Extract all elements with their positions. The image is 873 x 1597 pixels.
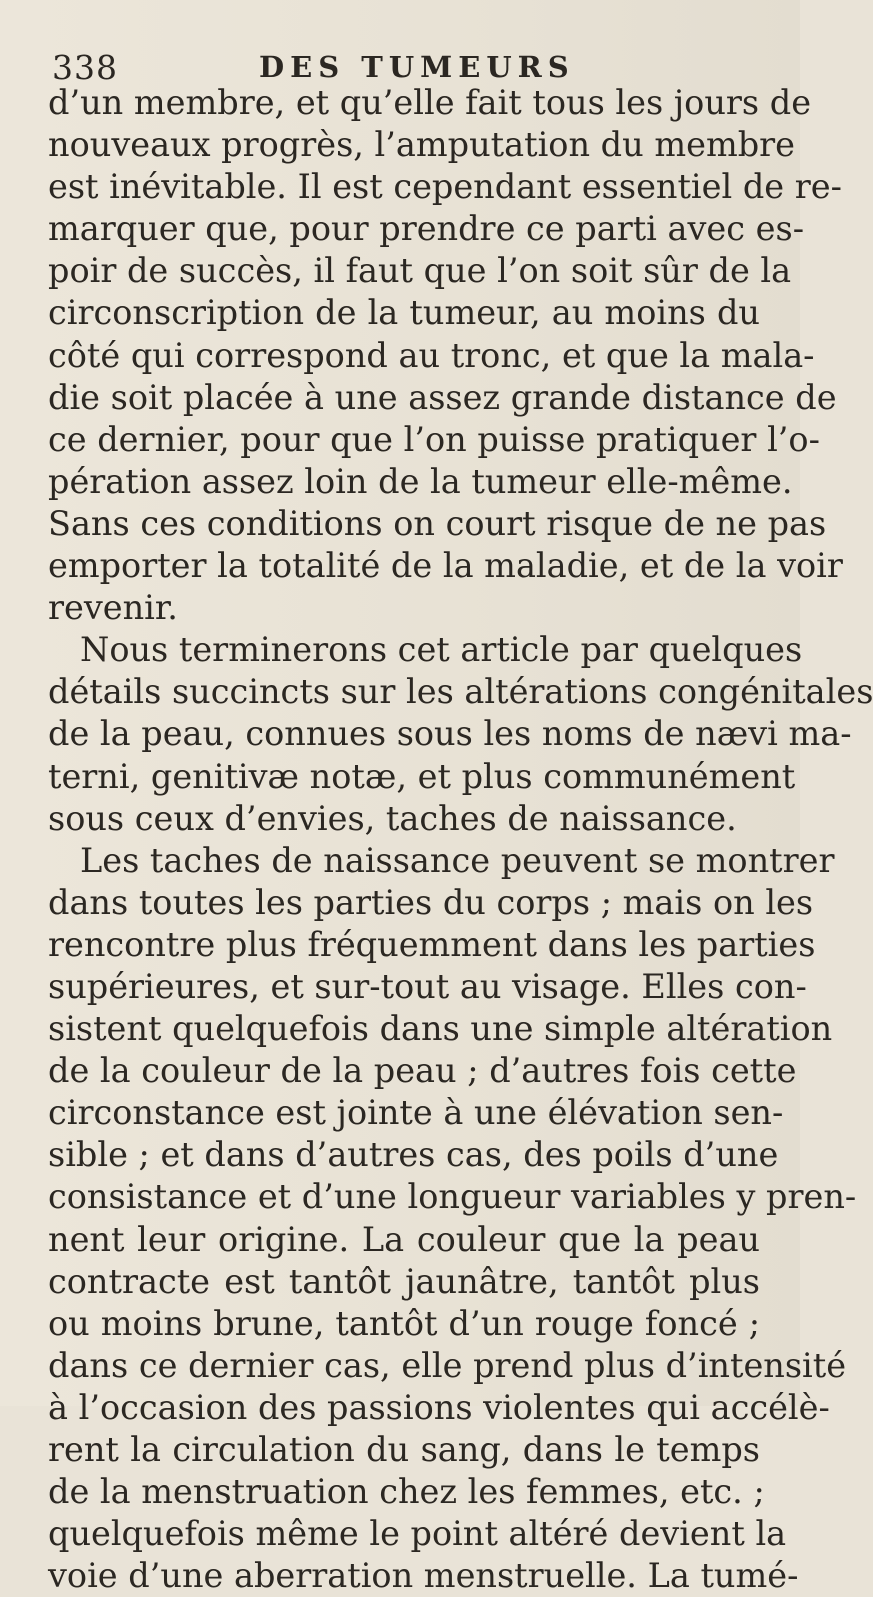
text-line: à l’occasion des passions violentes qui accélè- <box>48 1387 830 1427</box>
text-line: nent leur origine. La couleur que la peau <box>48 1219 760 1259</box>
text-line: Nous terminerons cet article par quelques <box>80 630 803 670</box>
text-line: emporter la totalité de la maladie, et de la voir <box>48 546 843 586</box>
text-line: est inévitable. Il est cependant essentiel de re- <box>48 167 842 207</box>
text-line: nouveaux progrès, l’amputation du membre <box>48 125 795 165</box>
text-line: rent la circulation du sang, dans le temps <box>48 1430 760 1469</box>
text-line: sistent quelquefois dans une simple altération <box>48 1009 833 1049</box>
text-line: dans toutes les parties du corps ; mais on les <box>48 882 814 922</box>
text-line: consistance et d’une longueur variables y pren- <box>48 1177 857 1217</box>
text-line: Les taches de naissance peuvent se montrer <box>80 840 835 880</box>
text-line: détails succincts sur les altérations congénitales <box>48 672 873 712</box>
text-line: dans ce dernier cas, elle prend plus d’intensité <box>48 1345 847 1385</box>
text-line: ou moins brune, tantôt d’un rouge foncé ; <box>48 1303 760 1343</box>
text-line: ce dernier, pour que l’on puisse pratiquer l’o- <box>48 419 820 459</box>
text-line: pération assez loin de la tumeur elle-même. <box>48 461 793 501</box>
text-line: quelquefois même le point altéré devient la <box>48 1514 787 1554</box>
text-line: terni, genitivæ notæ, et plus communément <box>48 756 796 796</box>
text-line: poir de succès, il faut que l’on soit sûr de la <box>48 251 792 291</box>
text-line: d’un membre, et qu’elle fait tous les jours de <box>48 83 812 122</box>
text-line: supérieures, et sur-tout au visage. Elles con- <box>48 966 807 1006</box>
text-line: circonscription de la tumeur, au moins du <box>48 293 760 333</box>
text-line: revenir. <box>48 588 178 628</box>
text-line: sible ; et dans d’autres cas, des poils d’une <box>48 1135 779 1175</box>
text-line: circonstance est jointe à une élévation sen- <box>48 1093 784 1133</box>
text-line: Sans ces conditions on court risque de ne pas <box>48 503 827 543</box>
text-line: de la couleur de la peau ; d’autres fois cette <box>48 1051 797 1091</box>
page-number: 338 <box>52 48 118 87</box>
text-line: marquer que, pour prendre ce parti avec es- <box>48 209 805 249</box>
text-line: côté qui correspond au tronc, et que la mala- <box>48 335 815 375</box>
body-text <box>48 82 873 1597</box>
text-line: die soit placée à une assez grande distance de <box>48 377 837 417</box>
running-head: DES TUMEURS <box>259 50 575 84</box>
text-line: de la menstruation chez les femmes, etc. ; <box>48 1472 765 1512</box>
text-line: de la peau, connues sous les noms de nævi ma- <box>48 714 852 754</box>
text-line: sous ceux d’envies, taches de naissance. <box>48 798 737 838</box>
text-line: rencontre plus fréquemment dans les parties <box>48 924 816 964</box>
text-line: voie d’une aberration menstruelle. La tumé- <box>48 1556 799 1596</box>
text-line: contracte est tantôt jaunâtre, tantôt plus <box>48 1261 760 1301</box>
